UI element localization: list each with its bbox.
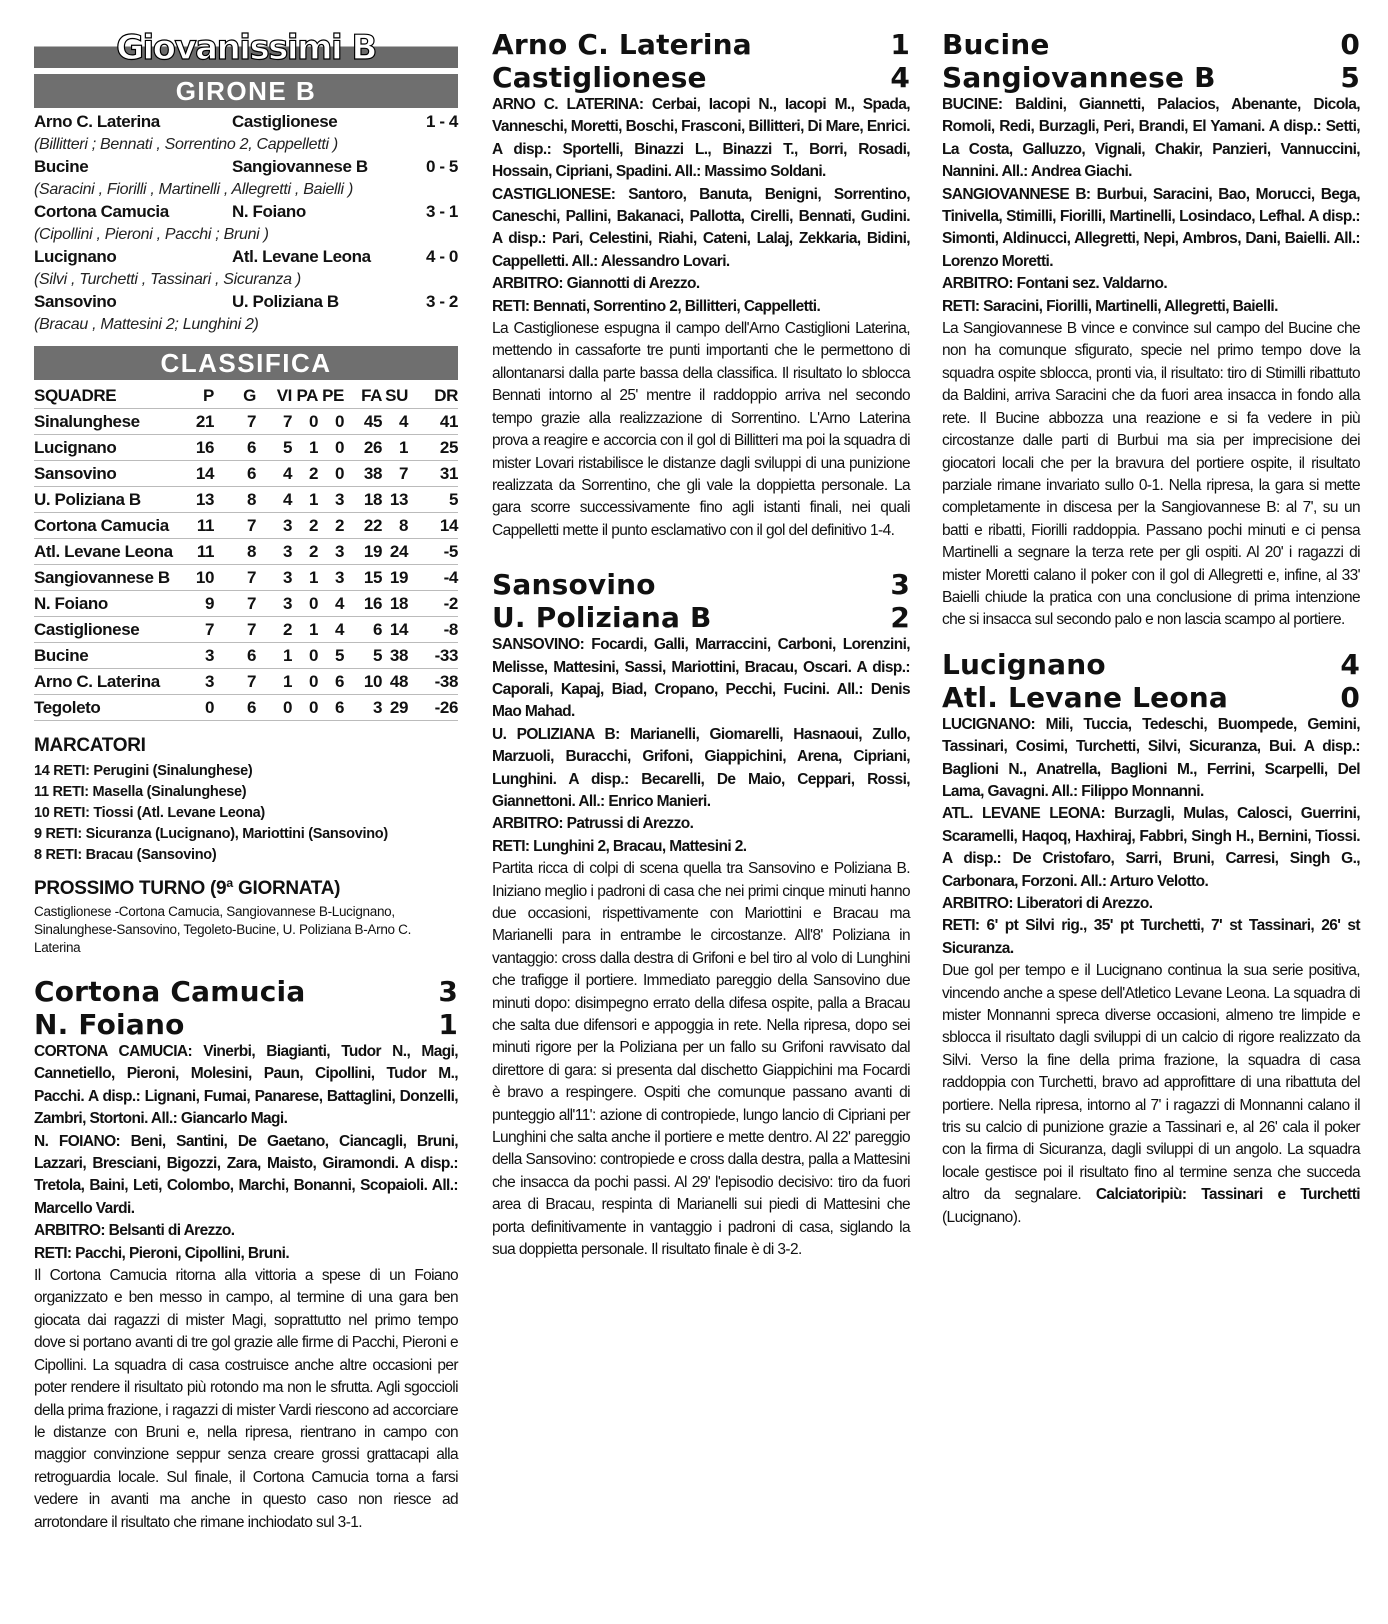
goals: RETI: Saracini, Fiorilli, Martinelli, Allegretti, Baielli. [942,297,1278,315]
stat-cell: 2 [318,513,344,539]
stat-cell: 3 [182,669,214,695]
match-home-line [942,648,1360,681]
stat-cell: 7 [214,565,256,591]
scorers-list [34,761,458,866]
table-row [34,565,458,591]
stat-cell: 10 [344,669,382,695]
best-players-label: Calciatoripiù: [1095,1186,1187,1204]
header-cell: PE [318,384,344,409]
stat-cell: 16 [182,435,214,461]
header-cell: PA [292,384,318,409]
score: 0 - 5 [425,157,458,176]
away-lineup: SANGIOVANNESE B: Burbui, Saracini, Bao, Morucci, Bega, Tinivella, Stimilli, Fiorilli, Martinelli, Losindaco, Lefhal. A disp.: Simonti, Aldinucci, Allegretti, Nepi, Ambros, Dani, Baielli. All.: Lorenzo Moretti. [942,185,1360,270]
goals: RETI: Bennati, Sorrentino 2, Billitteri, Cappelletti. [492,297,821,315]
stat-cell: 6 [318,695,344,721]
report-text: Partita ricca di colpi di scena quella tra Sansovino e Poliziana B. Iniziano meglio i padroni di casa che nei primi cinque minuti hanno due occasioni, rispettivamente con Mariottini e Bracau ma Marianelli para in entrambe le circostanze. All'8' Poliziana in vantaggio: cross dalla destra di Grifoni e bel tiro al volo di Lunghini che trafigge il portiere. Immediato pareggio della Sansovino due minuti dopo: disimpegno errato della difesa ospite, palla a Bracau che salta due difensori e appoggia in rete. Nella ripresa, dopo sei minuti rigore per la Poliziana per un fallo su Grifoni ravvisato dal direttore di gara: si presenta dal dischetto Giappichini ma Focardi è bravo a respingere. Ospiti che comunque passano avanti di punteggio all'11': azione di contropiede, lungo lancio di Cipriani per Lunghini che salta anche il portiere e mette dentro. Al 22' pareggio della Sansovino: contropiede e cross dalla destra, palla a Mattesini che insacca da pochi passi. Al 29' l'episodio decisivo: tiro da fuori area di Bracau, respinta di Marianelli sui piedi di Mattesini che porta definitivamente in vantaggio i padroni di casa, siglando la sua doppietta personale. Il risultato finale è di 3-2. [492,860,910,1259]
report-text: La Sangiovannese B vince e convince sul campo del Bucine che non ha comunque sfigurato, specie nel primo tempo dove la squadra ospite sblocca, pronti via, il risultato: tiro di Stimilli ribattuto da Baldini, arriva Saracini che da fuori area insacca in fondo alla rete. Il Bucine abbozza una reazione e si fa vedere in più circostanze dalle parti di Burbui ma sia per imprecisione dei giocatori locali che per la bravura del portiere ospite, il risultato parziale rimane invariato sullo 0-1. Nella ripresa, la gara si mette completamente in discesa per la Sangiovannese B: al 7', su un batti e ribatti, Fiorilli raddoppia. Passano pochi minuti e ci pensa Martinelli a segnare la terza rete per gli ospiti. Al 20' i ragazzi di mister Moretti calano il poker con il gol di Allegretti e, infine, al 33' Baielli chiude la pratica con una conclusione di prima intenzione che si insacca sul secondo palo e non lascia scampo al portiere. [942,320,1360,629]
result-item [34,156,458,201]
stat-cell: 1 [256,669,292,695]
stat-cell: 14 [182,461,214,487]
stat-cell: -26 [408,695,458,721]
stat-cell: 29 [382,695,408,721]
standings-band: CLASSIFICA [34,346,458,380]
stat-cell: 3 [318,539,344,565]
stat-cell: 14 [408,513,458,539]
match-home-line [492,28,910,61]
stat-cell: 31 [408,461,458,487]
goals: RETI: Lunghini 2, Bracau, Mattesini 2. [492,837,747,855]
stat-cell: 1 [292,487,318,513]
column-middle [492,28,910,1262]
away-team: U. Poliziana B [232,292,339,311]
stat-cell: 45 [344,409,382,435]
goals: RETI: Pacchi, Pieroni, Cipollini, Bruni. [34,1244,290,1262]
stat-cell: 3 [182,643,214,669]
stat-cell: 48 [382,669,408,695]
stat-cell: 0 [292,695,318,721]
stat-cell: 10 [182,565,214,591]
table-row [34,487,458,513]
stat-cell: -8 [408,617,458,643]
team-name-cell: Sinalunghese [34,409,182,435]
away-lineup: CASTIGLIONESE: Santoro, Banuta, Benigni, Sorrentino, Caneschi, Pallini, Bakanaci, Pallotta, Cirelli, Bennati, Gudini. A disp.: Pari, Celestini, Riahi, Cateni, Lalaj, Zekkaria, Bidini, Cappelletti. All.: Alessandro Lovari. [492,185,910,270]
table-row [34,435,458,461]
next-round-fixtures: Castiglionese -Cortona Camucia, Sangiovannese B-Lucignano, Sinalunghese-Sansovino, Tegoleto-Bucine, U. Poliziana B-Arno C. Laterina [34,904,412,955]
team-name-cell: Bucine [34,643,182,669]
home-team: Lucignano [34,247,117,266]
stat-cell: 1 [292,435,318,461]
group-band: GIRONE B [34,74,458,108]
score: 1 - 4 [425,112,458,131]
result-item [34,246,458,291]
stat-cell: 22 [344,513,382,539]
result-item [34,291,458,336]
stat-cell: 7 [214,669,256,695]
stat-cell: -5 [408,539,458,565]
match-away-team: U. Poliziana B [492,601,712,635]
home-team: Cortona Camucia [34,202,169,221]
stat-cell: 0 [318,409,344,435]
stat-cell: 13 [382,487,408,513]
team-name-cell: Arno C. Laterina [34,669,182,695]
match-report [942,648,1360,1229]
stat-cell: 1 [292,565,318,591]
stat-cell: -33 [408,643,458,669]
table-header [34,384,458,409]
table-row [34,617,458,643]
match-home-team: Sansovino [492,568,656,602]
report-text [942,960,1360,1229]
match-home-goals: 4 [1340,647,1360,681]
match-home-team: Bucine [942,28,1050,61]
home-lineup: SANSOVINO: Focardi, Galli, Marraccini, Carboni, Lorenzini, Melisse, Mattesini, Sassi, Mariottini, Bracau, Oscari. A disp.: Caporali, Kapaj, Biad, Cropano, Pecchi, Fucini. All.: Denis Mao Mahad. [492,636,910,721]
stat-cell: 0 [292,669,318,695]
stat-cell: 7 [214,617,256,643]
results-list [34,111,458,336]
stat-cell: 3 [344,695,382,721]
match-away-goals: 1 [438,1008,458,1041]
stat-cell: 38 [344,461,382,487]
scorers-title: MARCATORI [34,735,146,756]
result-item [34,111,458,156]
stat-cell: -2 [408,591,458,617]
home-lineup: LUCIGNANO: Mili, Tuccia, Tedeschi, Buompede, Gemini, Tassinari, Cosimi, Turchetti, Silvi, Sicuranza, Bui. A disp.: Baglioni N., Anatrella, Baglioni M., Ferrini, Scarpelli, Del Lama, Gavagni. All.: Filippo Monnanni. [942,715,1360,800]
stat-cell: 19 [382,565,408,591]
match-home-line [34,975,458,1008]
stat-cell: 4 [318,591,344,617]
stat-cell: 7 [382,461,408,487]
stat-cell: 3 [256,591,292,617]
table-row [34,409,458,435]
match-away-team: Atl. Levane Leona [942,680,1228,714]
match-home-goals: 3 [438,975,458,1008]
stat-cell: 4 [256,487,292,513]
stat-cell: 16 [344,591,382,617]
stat-cell: 0 [318,435,344,461]
team-name-cell: Cortona Camucia [34,513,182,539]
match-report [942,28,1360,632]
stat-cell: 2 [256,617,292,643]
report-text: La Castiglionese espugna il campo dell'Arno Castiglioni Laterina, mettendo in cassaforte tre punti importanti che le permettono di allontanarsi dalla parte bassa della classifica. Il risultato lo sblocca Bennati intorno al 25' mentre il raddoppio arriva nel secondo tempo grazie alla realizzazione di Sorrentino. L'Arno Laterina prova a reagire e accorcia con il gol di Billitteri ma poi la squadra di mister Lovari ristabilisce le distanze dagli sviluppi di una punizione realizzata da Sorrentino, che gli vale la doppietta personale. La gara scorre successivamente fino agli istanti finali, nei quali Cappelletti mette il punto esclamativo con il gol del definitivo 1-4. [492,320,910,539]
scorer-line: 14 RETI: Perugini (Sinalunghese) [34,763,253,779]
result-scorers: (Bracau , Mattesini 2; Lunghini 2) [34,316,259,333]
match-report [492,568,910,1261]
report-body: Due gol per tempo e il Lucignano continua la sua serie positiva, vincendo anche a spese dell'Atletico Levane Leona. La squadra di mister Monnanni spreca diverse occasioni, almeno tre limpide e sblocca il risultato dagli sviluppi di un calcio di rigore realizzato da Silvi. Verso la fine della prima frazione, la squadra di casa raddoppia con Turchetti, bravo ad approfittare di una ribattuta del portiere. Nella ripresa, intorno al 7' i ragazzi di Monnanni calano il tris su calcio di punizione grazie a Tassinari e, al 26' cala il poker con la firma di Sicuranza, dagli sviluppi di un angolo. La squadra locale gestisce poi il risultato fino al termine senza che succeda altro da segnalare. [942,962,1360,1204]
next-round-title: PROSSIMO TURNO (9ª GIORNATA) [34,878,341,899]
away-lineup: N. FOIANO: Beni, Santini, De Gaetano, Ciancagli, Bruni, Lazzari, Bresciani, Bigozzi, Zara, Maisto, Giramondi. A disp.: Tretola, Baini, Leti, Colombo, Marchi, Bonanni, Scopaioli. All.: Marcello Vardi. [34,1132,458,1217]
match-home-line [942,28,1360,61]
away-lineup: U. POLIZIANA B: Marianelli, Giomarelli, Hasnaoui, Zullo, Marzuoli, Buracchi, Grifoni, Giappichini, Arena, Cipriani, Lunghini. A disp.: Becarelli, De Maio, Ceppari, Rossi, Giannettoni. All.: Enrico Manieri. [492,725,910,810]
home-team: Arno C. Laterina [34,112,160,131]
stat-cell: 6 [214,435,256,461]
match-away-goals: 2 [890,601,910,635]
stat-cell: 11 [182,539,214,565]
header-cell: G [214,384,256,409]
stat-cell: 19 [344,539,382,565]
stat-cell: 5 [256,435,292,461]
header-cell: VI [256,384,292,409]
stat-cell: 1 [256,643,292,669]
match-away-team: Sangiovannese B [942,61,1216,94]
stat-cell: 3 [256,513,292,539]
stat-cell: 0 [182,695,214,721]
stat-cell: 8 [214,539,256,565]
stat-cell: 26 [344,435,382,461]
stat-cell: 8 [382,513,408,539]
stat-cell: 6 [214,695,256,721]
stat-cell: 1 [292,617,318,643]
team-name-cell: N. Foiano [34,591,182,617]
match-away-line [492,601,910,634]
away-team: N. Foiano [232,202,306,221]
stat-cell: 0 [292,409,318,435]
stat-cell: 0 [256,695,292,721]
stat-cell: 3 [318,487,344,513]
home-team: Bucine [34,157,89,176]
stat-cell: -38 [408,669,458,695]
match-home-team: Arno C. Laterina [492,28,752,61]
table-row [34,461,458,487]
stat-cell: 15 [344,565,382,591]
referee: ARBITRO: Fontani sez. Valdarno. [942,275,1168,293]
header-cell: DR [408,384,458,409]
stat-cell: 1 [382,435,408,461]
score: 3 - 2 [425,292,458,311]
header-cell: P [182,384,214,409]
team-name-cell: U. Poliziana B [34,487,182,513]
stat-cell: 2 [292,461,318,487]
header-cell: SU [382,384,408,409]
stat-cell: 21 [182,409,214,435]
scorer-line: 10 RETI: Tiossi (Atl. Levane Leona) [34,805,265,821]
home-team: Sansovino [34,292,117,311]
match-home-team: Cortona Camucia [34,975,306,1008]
stat-cell: 4 [256,461,292,487]
stat-cell: 3 [318,565,344,591]
referee: ARBITRO: Patrussi di Arezzo. [492,815,694,833]
team-name-cell: Tegoleto [34,695,182,721]
result-item [34,201,458,246]
referee: ARBITRO: Belsanti di Arezzo. [34,1222,235,1240]
stat-cell: 4 [382,409,408,435]
match-away-team: N. Foiano [34,1008,185,1041]
scorer-line: 11 RETI: Masella (Sinalunghese) [34,784,247,800]
stat-cell: 7 [256,409,292,435]
header-cell: SQUADRE [34,384,182,409]
table-row [34,695,458,721]
stat-cell: 6 [214,461,256,487]
stat-cell: 7 [214,513,256,539]
match-report [492,28,910,542]
report-text: Il Cortona Camucia ritorna alla vittoria a spese di un Foiano organizzato e ben messo in campo, al termine di una gara ben giocata dai ragazzi di mister Magi, soprattutto nel primo tempo dove si portano avanti di tre gol grazie alle firme di Pacchi, Pieroni e Cipollini. La squadra di casa costruisce anche altre occasioni per poter rendere il risultato più rotondo ma non le sfrutta. Agli sgoccioli della prima frazione, i ragazzi di mister Vardi riescono ad accorciare le distanze con Bruni e, nella ripresa, rientrano in campo con maggior convinzione seppur senza creare grossi grattacapi alla retroguardia locale. Sul finale, il Cortona Camucia torna a farsi vedere in avanti ma anche in questo caso non riesce ad arrotondare il risultato che rimane inchiodato sul 3-1. [34,1267,458,1531]
scorer-line: 8 RETI: Bracau (Sansovino) [34,847,217,863]
stat-cell: 4 [318,617,344,643]
stat-cell: 6 [318,669,344,695]
stat-cell: 6 [214,643,256,669]
match-home-team: Lucignano [942,647,1106,681]
goals: RETI: 6' pt Silvi rig., 35' pt Turchetti, 7' st Tassinari, 26' st Sicuranza. [942,917,1360,957]
stat-cell: -4 [408,565,458,591]
best-players-team: (Lucignano). [942,1208,1021,1226]
team-name-cell: Sansovino [34,461,182,487]
table-row [34,513,458,539]
result-scorers: (Cipollini , Pieroni , Pacchi ; Bruni ) [34,226,269,243]
column-left [34,28,458,1534]
stat-cell: 0 [292,591,318,617]
stat-cell: 9 [182,591,214,617]
match-away-goals: 5 [1340,61,1360,94]
stat-cell: 18 [344,487,382,513]
table-row [34,669,458,695]
table-row [34,643,458,669]
away-team: Sangiovannese B [232,157,368,176]
team-name-cell: Castiglionese [34,617,182,643]
header-cell: FA [344,384,382,409]
stat-cell: 2 [292,513,318,539]
match-report [34,975,458,1534]
stat-cell: 7 [182,617,214,643]
stat-cell: 7 [214,591,256,617]
match-away-team: Castiglionese [492,61,707,94]
stat-cell: 18 [382,591,408,617]
home-lineup: ARNO C. LATERINA: Cerbai, Iacopi N., Iacopi M., Spada, Vanneschi, Moretti, Boschi, Frasconi, Billitteri, Di Mare, Enrici. A disp.: Sportelli, Binazzi L., Binazzi T., Borri, Rosadi, Hossain, Cipriani, Spadini. All.: Massimo Soldani. [492,96,910,181]
match-away-line [492,61,910,94]
result-scorers: (Saracini , Fiorilli , Martinelli , Allegretti , Baielli ) [34,181,353,198]
stat-cell: 3 [256,565,292,591]
stat-cell: 0 [318,461,344,487]
match-away-goals: 4 [890,61,910,94]
match-away-line [942,61,1360,94]
match-away-line [942,681,1360,714]
stat-cell: 13 [182,487,214,513]
home-lineup: CORTONA CAMUCIA: Vinerbi, Biagianti, Tudor N., Magi, Cannetiello, Pieroni, Molesini, Paun, Cipollini, Tudor M., Pacchi. A disp.: Lignani, Fumai, Panarese, Battaglini, Donzelli, Zambri, Stortoni. All.: Giancarlo Magi. [34,1043,458,1128]
table-row [34,539,458,565]
match-home-goals: 3 [890,568,910,602]
away-team: Atl. Levane Leona [232,247,371,266]
column-right [942,28,1360,1229]
stat-cell: 5 [344,643,382,669]
score: 3 - 1 [425,202,458,221]
stat-cell: 3 [256,539,292,565]
team-name-cell: Lucignano [34,435,182,461]
standings-table [34,384,458,721]
match-home-goals: 1 [890,28,910,61]
stat-cell: 41 [408,409,458,435]
team-name-cell: Atl. Levane Leona [34,539,182,565]
stat-cell: 8 [214,487,256,513]
stat-cell: 2 [292,539,318,565]
stat-cell: 38 [382,643,408,669]
stat-cell: 0 [292,643,318,669]
scorer-line: 9 RETI: Sicuranza (Lucignano), Mariottini (Sansovino) [34,826,388,842]
match-home-line [492,568,910,601]
away-lineup: ATL. LEVANE LEONA: Burzagli, Mulas, Calosci, Guerrini, Scaramelli, Haqoq, Haxhiraj, Fabbri, Singh H., Bernini, Tiossi. A disp.: De Cristofaro, Sarri, Bruni, Carresi, Singh G., Carbonara, Forzoni. All.: Arturo Velotto. [942,805,1360,890]
stat-cell: 25 [408,435,458,461]
stat-cell: 11 [182,513,214,539]
stat-cell: 14 [382,617,408,643]
stat-cell: 24 [382,539,408,565]
referee: ARBITRO: Giannotti di Arezzo. [492,275,700,293]
match-away-goals: 0 [1340,680,1360,714]
home-lineup: BUCINE: Baldini, Giannetti, Palacios, Abenante, Dicola, Romoli, Redi, Burzagli, Peri, Brandi, El Yamani. A disp.: Setti, La Costa, Galluzzo, Vignali, Chakir, Panzieri, Vannuccini, Nannini. All.: Andrea Giachi. [942,96,1360,181]
team-name-cell: Sangiovannese B [34,565,182,591]
match-home-goals: 0 [1340,28,1360,61]
match-away-line [34,1008,458,1041]
stat-cell: 5 [318,643,344,669]
stat-cell: 6 [344,617,382,643]
best-players: Tassinari e Turchetti [1201,1186,1360,1204]
stat-cell: 7 [214,409,256,435]
result-scorers: (Silvi , Turchetti , Tassinari , Sicuranza ) [34,271,301,288]
table-row [34,591,458,617]
stat-cell: 5 [408,487,458,513]
away-team: Castiglionese [232,112,338,131]
referee: ARBITRO: Liberatori di Arezzo. [942,895,1153,912]
section-title: Giovanissimi B [34,28,458,68]
result-scorers: (Billitteri ; Bennati , Sorrentino 2, Cappelletti ) [34,136,338,153]
score: 4 - 0 [425,247,458,266]
